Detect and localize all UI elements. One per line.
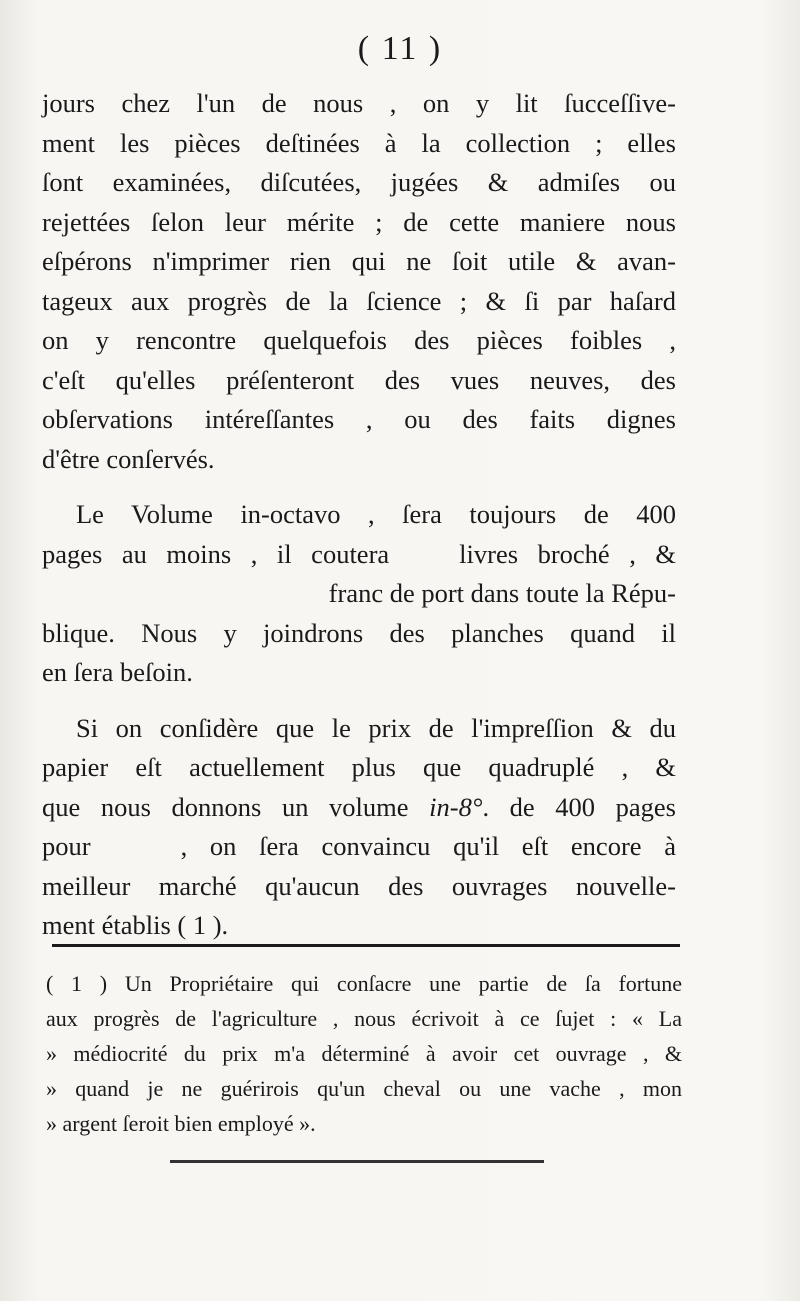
text-line: Si on conſidère que le prix de l'impreſſion & du [76,712,676,743]
text-segment: . de 400 pages [482,791,676,822]
footnote-line: » quand je ne guérirois qu'un cheval ou une vache , mon [46,1076,682,1101]
text-line: ment établis ( 1 ). [42,910,229,940]
paragraph-3 [42,709,676,946]
text-line: ſont examinées, diſcutées, jugées & admiſes ou [42,167,676,197]
text-line: papier eſt actuellement plus que quadruplé , & [42,752,676,782]
main-text [42,84,676,962]
footnote-line: aux progrès de l'agriculture , nous écrivoit à ce ſujet : « La [46,1006,682,1031]
footnote [46,966,682,1141]
text-line: obſervations intéreſſantes , ou des faits dignes [42,404,676,434]
text-line: blique. Nous y joindrons des planches quand il [42,617,676,648]
end-ornament-rule [170,1160,544,1163]
italic-format: in-8° [429,791,483,822]
text-line: eſpérons n'imprimer rien qui ne ſoit utile & avan- [42,246,676,276]
text-segment: que nous donnons un volume [42,791,430,822]
page-number: ( 11 ) [357,30,443,67]
text-line: Le Volume in-octavo , ſera toujours de 400 [76,499,676,529]
text-line: meilleur marché qu'aucun des ouvrages nouvelle- [42,870,676,901]
footnote-divider [52,944,680,947]
text-segment: livres broché , & [459,538,676,569]
footnote-line: ( 1 ) Un Propriétaire qui conſacre une partie de ſa fortune [46,971,682,996]
text-line: c'eſt qu'elles préſenteront des vues neuves, des [42,364,676,395]
footnote-line: » médiocrité du prix m'a déterminé à avoir cet ouvrage , & [46,1041,682,1066]
text-line [42,827,676,867]
text-line [42,788,676,828]
paragraph-1 [42,84,676,479]
paragraph-2 [42,495,676,693]
text-line: rejettées ſelon leur mérite ; de cette maniere nous [42,206,676,237]
text-segment: , on ſera convaincu qu'il eſt encore à [180,831,676,861]
text-line: tageux aux progrès de la ſcience ; & ſi par haſard [42,285,676,316]
footnote-line: » argent ſeroit bien employé ». [46,1111,316,1136]
text-segment: pour [42,831,91,861]
text-line: jours chez l'un de nous , on y lit ſucceſſive- [42,88,676,118]
text-line: on y rencontre quelquefois des pièces foibles , [42,325,676,355]
text-line: franc de port dans toute la Répu- [328,578,676,608]
text-line: en ſera beſoin. [42,657,193,687]
text-line: ment les pièces deſtinées à la collection ; elles [42,127,676,158]
text-segment: pages au moins , il coutera [42,538,390,569]
text-line: d'être conſervés. [42,443,215,474]
text-line [42,535,676,575]
